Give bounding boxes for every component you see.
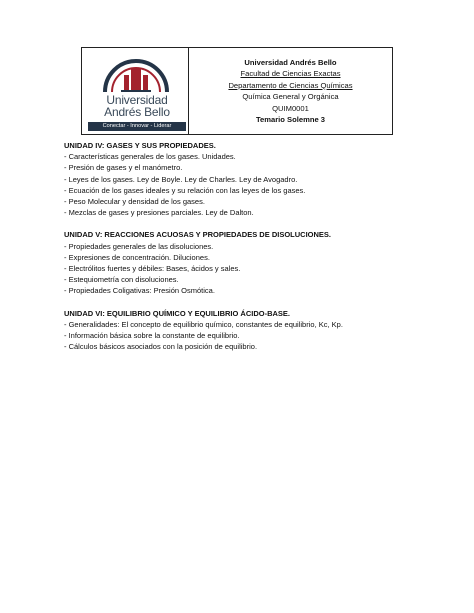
logo-cell <box>82 48 189 134</box>
syllabus-content <box>64 140 424 363</box>
university-name: Universidad Andrés Bello <box>244 57 337 67</box>
unit-item: - Mezclas de gases y presiones parciales. Ley de Dalton. <box>64 208 254 218</box>
unit-item: - Electrólitos fuertes y débiles: Bases, ácidos y sales. <box>64 264 241 274</box>
unit-item: - Expresiones de concentración. Diluciones. <box>64 252 210 262</box>
department-name: Departamento de Ciencias Químicas <box>228 80 353 90</box>
logo-line-1: Universidad <box>106 93 168 107</box>
unit-item: - Presión de gases y el manómetro. <box>64 163 183 173</box>
header-table <box>81 47 393 135</box>
unit-title: UNIDAD IV: GASES Y SUS PROPIEDADES. <box>64 141 216 150</box>
unit-title: UNIDAD V: REACCIONES ACUOSAS Y PROPIEDADES DE DISOLUCIONES. <box>64 230 331 240</box>
unit-section <box>64 140 424 218</box>
unit-item: - Información básica sobre la constante de equilibrio. <box>64 331 240 341</box>
unit-item: - Ecuación de los gases ideales y su relación con las leyes de los gases. <box>64 185 306 195</box>
unit-item: - Estequiometría con disoluciones. <box>64 275 179 285</box>
course-name: Química General y Orgánica <box>242 92 339 101</box>
logo-slogan: Conectar - Innovar - Liderar <box>88 122 186 131</box>
document-title: Temario Solemne 3 <box>255 115 326 124</box>
header-info <box>189 48 392 134</box>
unit-section <box>64 229 424 296</box>
unit-item: - Generalidades: El concepto de equilibrio químico, constantes de equilibrio, Kc, Kp. <box>64 319 343 329</box>
course-code: QUIM0001 <box>272 103 309 113</box>
unit-item: - Propiedades Coligativas: Presión Osmótica. <box>64 286 215 296</box>
unit-item: - Peso Molecular y densidad de los gases. <box>64 197 205 207</box>
faculty-name: Facultad de Ciencias Exactas <box>240 69 341 78</box>
unit-item: - Leyes de los gases. Ley de Boyle. Ley de Charles. Ley de Avogadro. <box>64 174 298 184</box>
logo-line-2: Andrés Bello <box>104 105 170 119</box>
unit-section <box>64 308 424 353</box>
university-seal-icon <box>101 56 171 96</box>
unit-item: - Cálculos básicos asociados con la posición de equilibrio. <box>64 342 258 352</box>
unit-item: - Propiedades generales de las disoluciones. <box>64 241 214 251</box>
unit-item: - Características generales de los gases. Unidades. <box>64 152 236 162</box>
logo-wordmark <box>88 94 186 118</box>
unit-title: UNIDAD VI: EQUILIBRIO QUÍMICO Y EQUILIBRIO ÁCIDO-BASE. <box>64 308 290 318</box>
